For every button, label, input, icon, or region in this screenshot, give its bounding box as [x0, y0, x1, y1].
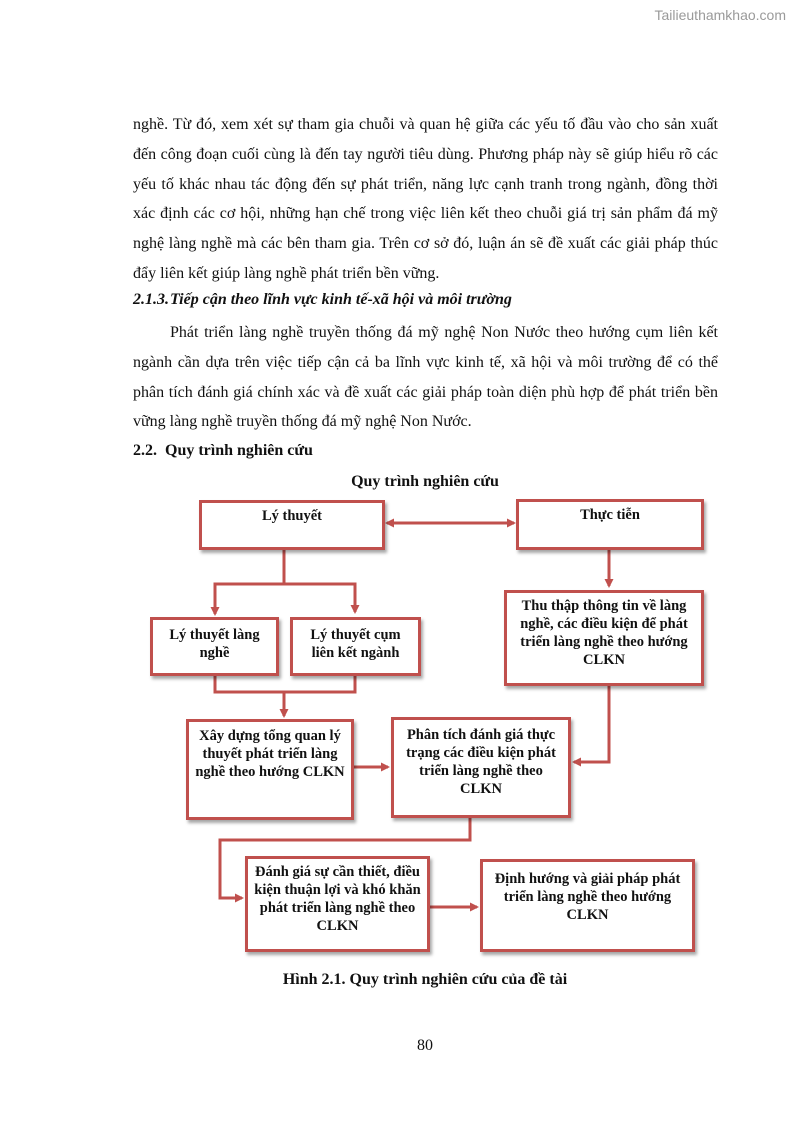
box-orientation: Định hướng và giải pháp phát triển làng nghề theo hướng CLKN: [480, 859, 695, 952]
section-title: Quy trình nghiên cứu: [165, 442, 313, 459]
section-number: 2.2.: [133, 442, 157, 459]
connector-theory-split: [215, 550, 284, 612]
box-practice: Thực tiễn: [516, 499, 704, 550]
subsection-number: 2.1.3.: [133, 291, 169, 308]
box-village-theory: Lý thuyết làng nghề: [150, 617, 279, 676]
subsection-title: Tiếp cận theo lĩnh vực kinh tế-xã hội và môi trường: [170, 291, 512, 308]
body-paragraph-1: nghề. Từ đó, xem xét sự tham gia chuỗi và quan hệ giữa các yếu tố đầu vào cho sản xuất đến công đoạn cuối cùng là đến tay người tiêu dùng. Phương pháp này sẽ giúp hiểu rõ các yếu tố khác nhau tác động đến sự phát triển, năng lực cạnh tranh trong ngành, đồng thời xác định các cơ hội, những hạn chế trong việc liên kết theo chuỗi giá trị sản phẩm đá mỹ nghệ làng nghề mà các bên tham gia. Trên cơ sở đó, luận án sẽ đề xuất các giải pháp thúc đẩy liên kết giúp làng nghề phát triển bền vững.: [133, 116, 718, 282]
box-theory: Lý thuyết: [199, 500, 385, 550]
connector-theories-overview: [215, 676, 355, 692]
watermark: Tailieuthamkhao.com: [654, 7, 786, 23]
box-build-overview: Xây dựng tổng quan lý thuyết phát triển làng nghề theo hướng CLKN: [186, 719, 354, 820]
box-cluster-theory: Lý thuyết cụm liên kết ngành: [290, 617, 421, 676]
body-paragraph-2: Phát triển làng nghề truyền thống đá mỹ nghệ Non Nước theo hướng cụm liên kết ngành cần dựa trên việc tiếp cận cả ba lĩnh vực kinh tế, xã hội và môi trường để có thể phân tích đánh giá chính xác và đề xuất các giải pháp toàn diện phù hợp để phát triển bền vững làng nghề truyền thống đá mỹ nghệ Non Nước.: [133, 324, 718, 431]
box-analysis: Phân tích đánh giá thực trạng các điều kiện phát triển làng nghề theo CLKN: [391, 717, 571, 818]
connector-theory-cluster: [284, 584, 355, 612]
figure-caption: Hình 2.1. Quy trình nghiên cứu của đề tài: [282, 971, 568, 988]
box-collect-info: Thu thập thông tin về làng nghề, các điều kiện để phát triển làng nghề theo hướng CLKN: [504, 590, 704, 686]
diagram-title: Quy trình nghiên cứu: [351, 473, 499, 490]
connector-collect-analysis: [574, 686, 609, 762]
box-evaluation: Đánh giá sự cần thiết, điều kiện thuận lợi và khó khăn phát triển làng nghề theo CLKN: [245, 856, 430, 952]
page-number: 80: [417, 1037, 433, 1054]
